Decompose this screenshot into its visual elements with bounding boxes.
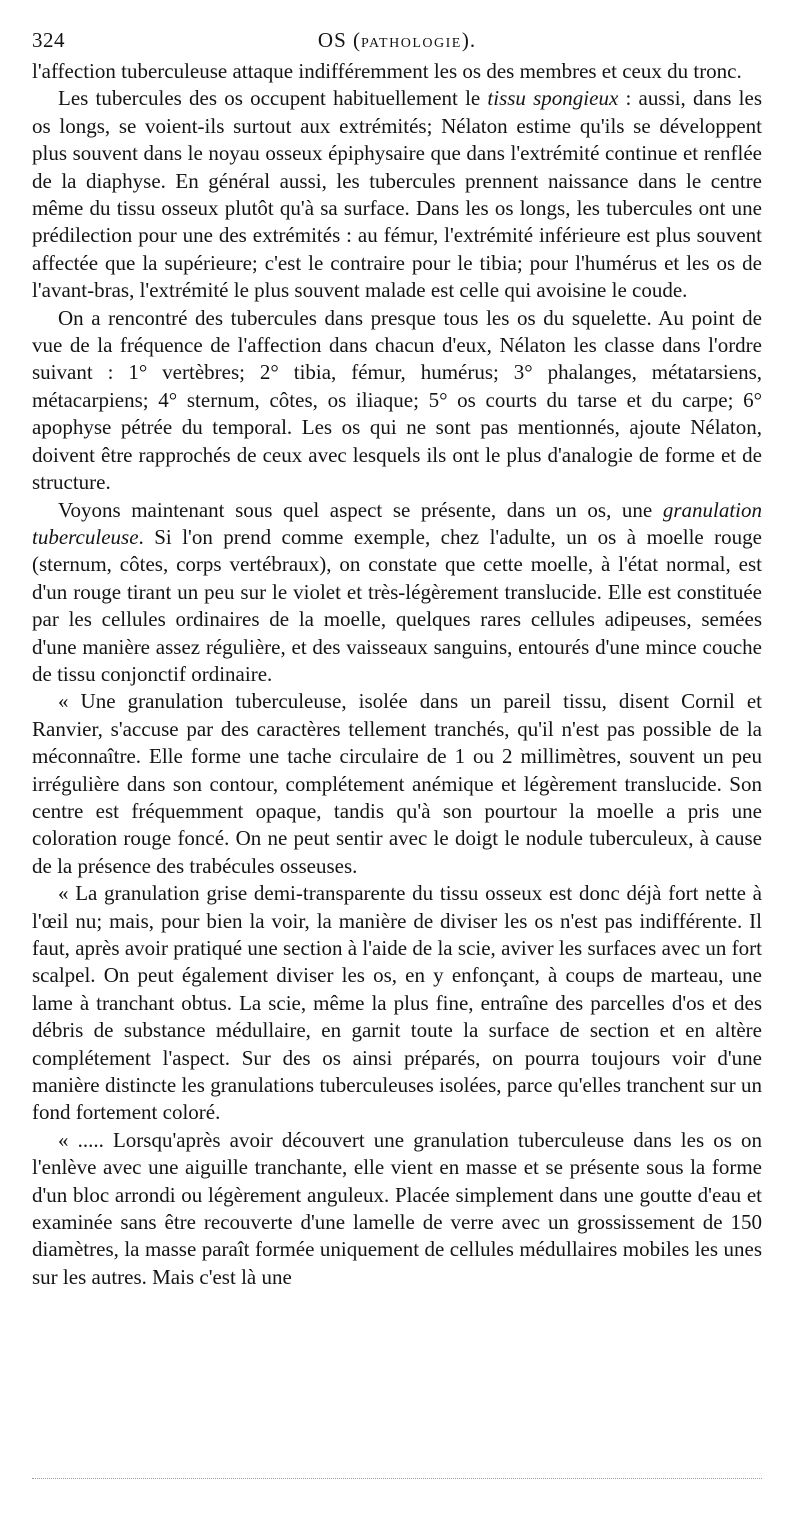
running-title (32, 28, 762, 53)
italic-term: tissu spongieux (487, 86, 619, 111)
body-text (32, 58, 762, 1291)
italic-term: granulation tuberculeuse (32, 497, 762, 549)
document-page (32, 28, 762, 1291)
running-title-end: ). (461, 28, 477, 52)
paragraph-text: . Si l'on prend comme exemple, chez l'adulte, un os à moelle rouge (sternum, côtes, corps vertébraux), on constate que cette moelle, à l'état normal, est d'un rouge tirant un peu sur le violet et très-légèrement translucide. Elle est constituée par les cellules ordinaires de la moelle, quelques rares cellules adipeuses, semées d'une manière assez régulière, et des vaisseaux sanguins, entourés d'une mince couche de tissu conjonctif ordinaire. (32, 524, 762, 686)
running-title-main: OS ( (317, 28, 361, 52)
footer-dotted-rule (32, 1478, 762, 1479)
paragraph-quote-cornil-ranvier: « Une granulation tuberculeuse, isolée dans un pareil tissu, disent Cornil et Ranvier, s'accuse par des caractères tellement tranchés, qu'il n'est pas possible de la méconnaître. Elle forme une tache circulaire de 1 ou 2 millimètres, souvent un peu irrégulière dans son contour, complétement anémique et légèrement translucide. Son centre est fréquemment opaque, tandis qu'à son pourtour la moelle a pris une coloration rouge foncé. On ne peut sentir avec le doigt le nodule tuberculeux, à cause de la présence des trabécules osseuses. (32, 689, 762, 878)
paragraph-frequency: On a rencontré des tubercules dans presque tous les os du squelette. Au point de vue de la fréquence de l'affection dans chacun d'eux, Nélaton les classe dans l'ordre suivant : 1° vertèbres; 2° tibia, fémur, humérus; 3° phalanges, métatarsiens, métacarpiens; 4° sternum, côtes, os iliaque; 5° os courts du tarse et du carpe; 6° apophyse pétrée du temporal. Les os qui ne sont pas mentionnés, ajoute Nélaton, doivent être rapprochés de ceux avec lesquels ils ont le plus d'analogie de forme et de structure. (32, 305, 762, 495)
running-title-smallcaps: PATHOLOGIE (361, 36, 462, 51)
paragraph-text: Voyons maintenant sous quel aspect se présente, dans un os, une (58, 497, 663, 522)
paragraph-text: Les tubercules des os occupent habituellement le (58, 86, 488, 111)
page-number: 324 (32, 28, 65, 52)
paragraph-granulation (32, 497, 762, 689)
paragraph-text: : aussi, dans les os longs, se voient-ils surtout aux extrémités; Nélaton estime qu'ils se développent plus souvent dans le noyau osseux épiphysaire que dans l'extrémité continue et renflée de la diaphyse. En général aussi, les tubercules prennent naissance dans le centre même du tissu osseux plutôt qu'à sa surface. Dans les os longs, les tubercules ont une prédilection pour une des extrémités : au fémur, l'extrémité inférieure est plus souvent affectée que la supérieure; c'est le contraire pour le tibia; pour l'humérus et les os de l'avant-bras, l'extrémité le plus souvent malade est celle qui avoisine le coude. (32, 86, 762, 303)
paragraph-spongy-tissue (32, 85, 762, 304)
paragraph-quote-needle: « ..... Lorsqu'après avoir découvert une granulation tuberculeuse dans les os on l'enlève avec une aiguille tranchante, elle vient en masse et se présente sous la forme d'un bloc arrondi ou légèrement anguleux. Placée simplement dans une goutte d'eau et examinée sans être recouverte d'une lamelle de verre avec un grossissement de 150 diamètres, la masse paraît formée uniquement de cellules médullaires mobiles les unes sur les autres. Mais c'est là une (32, 1127, 762, 1289)
paragraph-continuation: l'affection tuberculeuse attaque indifféremment les os des membres et ceux du tronc. (32, 59, 742, 83)
running-header (32, 28, 762, 58)
paragraph-quote-grey-granulation: « La granulation grise demi-transparente du tissu osseux est donc déjà fort nette à l'œil nu; mais, pour bien la voir, la manière de diviser les os n'est pas indifférente. Il faut, après avoir pratiqué une section à l'aide de la scie, aviver les surfaces avec un fort scalpel. On peut également diviser les os, en y enfonçant, à coups de marteau, une lame à tranchant obtus. La scie, même la plus fine, entraîne des parcelles d'os et des débris de substance médullaire, en garnit toute la surface de section et en altère complétement l'aspect. Sur des os ainsi préparés, on pourra toujours voir d'une manière distincte les granulations tuberculeuses isolées, parce qu'elles tranchent sur un fond fortement coloré. (32, 881, 762, 1125)
